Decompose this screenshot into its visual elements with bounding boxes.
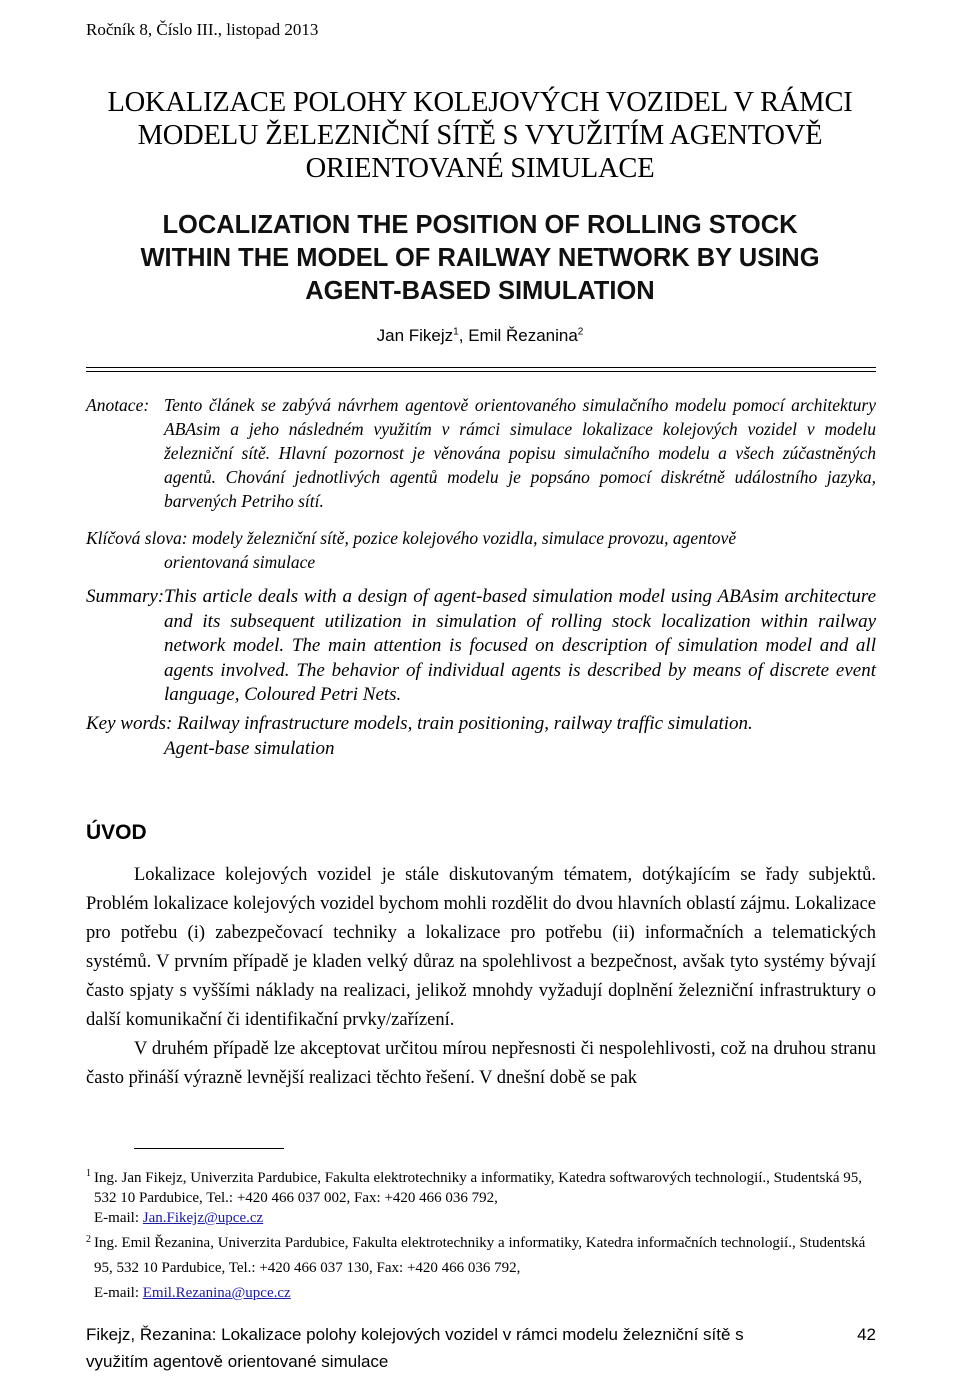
title-czech-line: MODELU ŽELEZNIČNÍ SÍTĚ S VYUŽITÍM AGENTOVĚ	[137, 120, 823, 151]
author-footnote-marker: 1	[453, 326, 459, 338]
keywords-english	[86, 712, 876, 761]
keywords-en-label: Key words:	[86, 713, 173, 734]
abstract-czech	[86, 393, 876, 513]
title-czech-line: LOKALIZACE POLOHY KOLEJOVÝCH VOZIDEL V RÁMCI	[107, 87, 853, 118]
footnote-email-label: E-mail:	[94, 1285, 143, 1301]
keywords-en-text: Railway infrastructure models, train positioning, railway traffic simulation.	[177, 713, 753, 734]
author-name: Emil Řezanina	[468, 326, 578, 345]
author-footnote-marker: 2	[577, 326, 584, 338]
title-czech-line: ORIENTOVANÉ SIMULACE	[305, 153, 655, 184]
footnote-text: Ing. Emil Řezanina, Univerzita Pardubice, Fakulta elektrotechniky a informatiky, Katedra informačních technologií., Studentská 95, 532 10 Pardubice, Tel.: +420 466 037 130, Fax: +420 466 036 792,	[94, 1235, 866, 1276]
footnote-1	[86, 1168, 876, 1228]
summary-english	[86, 585, 876, 708]
body-text	[86, 861, 876, 1093]
keywords-text-cont: orientovaná simulace	[164, 552, 316, 572]
double-divider	[86, 367, 876, 372]
footnote-email-label: E-mail:	[94, 1210, 143, 1226]
footnotes	[86, 1168, 876, 1306]
journal-header: Ročník 8, Číslo III., listopad 2013	[86, 20, 319, 39]
page-number: 42	[857, 1325, 876, 1344]
body-paragraph: Lokalizace kolejových vozidel je stále diskutovaným tématem, dotýkajícím se řady subjektů. Problém lokalizace kolejových vozidel bychom mohli rozdělit do dvou hlavních oblastí zájmu. Lokalizace pro potřebu (i) zabezpečovací techniky a lokalizace pro potřebu (ii) informačních a telematických systémů. V prvním případě je kladen velký důraz na spolehlivost a bezpečnost, avšak tyto systémy bývají často spjaty s vyššími náklady na realizaci, jelikož mnohdy vyžadují doplnění železniční infrastruktury o další komunikační či identifikační prvky/zařízení.	[86, 865, 876, 1030]
title-czech	[60, 86, 900, 185]
footer-citation: Fikejz, Řezanina: Lokalizace polohy kolejových vozidel v rámci modelu železniční sítě s využitím agentově orientované simulace	[86, 1325, 744, 1371]
keywords-english-line	[86, 712, 876, 737]
body-paragraph: V druhém případě lze akceptovat určitou mírou nepřesnosti či nespolehlivosti, což na druhou stranu často přináší výrazně levnější realizaci těchto řešení. V dnešní době se pak	[86, 1039, 876, 1088]
keywords-czech-line	[86, 526, 876, 550]
title-english-line: AGENT-BASED SIMULATION	[305, 277, 655, 305]
page-footer	[86, 1321, 876, 1375]
keywords-text: modely železniční sítě, pozice kolejového vozidla, simulace provozu, agentově	[191, 528, 737, 548]
keywords-label: Klíčová slova:	[86, 528, 188, 548]
email-link[interactable]: Jan.Fikejz@upce.cz	[142, 1210, 264, 1226]
summary-label: Summary:	[86, 586, 165, 607]
summary-text: This article deals with a design of agent-based simulation model using ABAsim architecture and its subsequent utilization in simulation of rolling stock localization within railway network model. The main attention is focused on description of simulation model and all agents involved. The behavior of individual agents is described by means of discrete event language, Coloured Petri Nets.	[164, 586, 876, 705]
authors	[60, 326, 900, 346]
abstract-text: Tento článek se zabývá návrhem agentově orientovaného simulačního modelu pomocí architektury ABAsim a jeho následném využitím v rámci simulace lokalizace kolejových vozidel v modelu železniční sítě. Hlavní pozornost je věnována popisu simulačního modelu a všech zúčastněných agentů. Chování jednotlivých agentů modelu je popsáno pomocí diskrétně událostního jazyka, barvených Petriho sítí.	[164, 395, 876, 511]
author-separator: ,	[458, 326, 469, 345]
keywords-en-text-cont: Agent-base simulation	[164, 737, 335, 759]
abstract-label: Anotace:	[86, 395, 150, 415]
footnote-divider	[134, 1148, 284, 1149]
title-english-line: WITHIN THE MODEL OF RAILWAY NETWORK BY USING	[140, 244, 820, 272]
footnote-2	[86, 1231, 876, 1306]
email-link[interactable]: Emil.Rezanina@upce.cz	[142, 1285, 291, 1301]
title-english	[60, 209, 900, 308]
section-heading: ÚVOD	[86, 821, 147, 844]
footnote-text: Ing. Jan Fikejz, Univerzita Pardubice, Fakulta elektrotechniky a informatiky, Katedra softwarových technologií., Studentská 95, 532 10 Pardubice, Tel.: +420 466 037 002, Fax: +420 466 036 792,	[94, 1170, 862, 1206]
footnote-marker: 1	[86, 1168, 91, 1179]
keywords-czech	[86, 526, 876, 574]
author-name: Jan Fikejz	[376, 326, 454, 345]
footnote-marker: 2	[86, 1234, 91, 1245]
title-english-line: LOCALIZATION THE POSITION OF ROLLING STOCK	[162, 211, 798, 239]
